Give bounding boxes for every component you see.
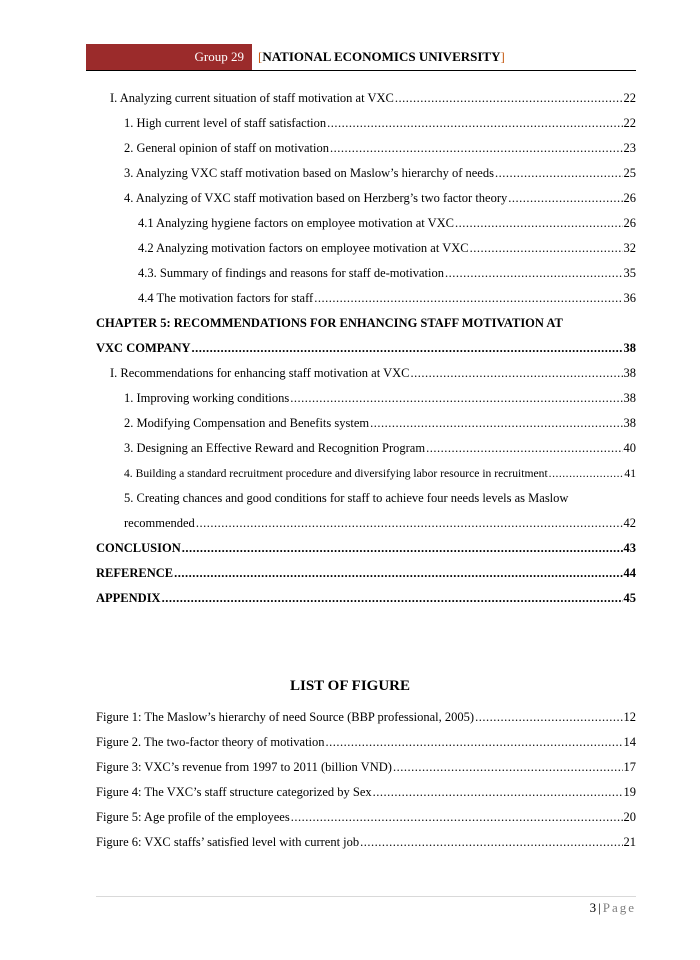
toc-entry-line1[interactable]: 5. Creating chances and good conditions for staff to achieve four needs levels as Maslow bbox=[124, 491, 569, 505]
header-university bbox=[258, 44, 505, 70]
toc-entry[interactable]: I. Analyzing current situation of staff motivation at VXC ..... 22 bbox=[110, 86, 636, 111]
footer-separator: | bbox=[598, 900, 601, 915]
toc-appendix[interactable]: APPENDIX ..... 45 bbox=[96, 586, 636, 611]
header-group-label bbox=[86, 44, 252, 70]
header-rule bbox=[86, 70, 636, 71]
toc-entry[interactable]: 2. Modifying Compensation and Benefits system ..... 38 bbox=[124, 411, 636, 436]
toc-chapter-heading[interactable]: VXC COMPANY ..... 38 bbox=[96, 336, 636, 361]
toc-entry[interactable]: 1. High current level of staff satisfaction ..... 22 bbox=[124, 111, 636, 136]
footer-rule bbox=[96, 896, 636, 897]
toc-entry[interactable]: 2. General opinion of staff on motivation ..... 23 bbox=[124, 136, 636, 161]
list-of-figures-title: LIST OF FIGURE bbox=[289, 678, 411, 694]
page-footer bbox=[590, 900, 636, 916]
bracket-open: [ bbox=[258, 49, 263, 64]
toc-entry[interactable]: 4.2 Analyzing motivation factors on employee motivation at VXC ..... 32 bbox=[138, 236, 636, 261]
figure-entry[interactable]: Figure 4: The VXC’s staff structure categorized by Sex ..... 19 bbox=[96, 780, 636, 805]
toc-entry[interactable]: 3. Designing an Effective Reward and Recognition Program ..... 40 bbox=[124, 436, 636, 461]
toc-entry[interactable]: 4. Building a standard recruitment procedure and diversifying labor resource in recruitment ..... 41 bbox=[124, 461, 636, 486]
group-label: Group 29 bbox=[194, 49, 244, 64]
toc-entry[interactable]: 4.3. Summary of findings and reasons for staff de-motivation ..... 35 bbox=[138, 261, 636, 286]
toc-entry[interactable]: 4.1 Analyzing hygiene factors on employee motivation at VXC ..... 26 bbox=[138, 211, 636, 236]
figure-entry[interactable]: Figure 6: VXC staffs’ satisfied level with current job ..... 21 bbox=[96, 830, 636, 855]
toc-conclusion[interactable]: CONCLUSION ..... 43 bbox=[96, 536, 636, 561]
page-word: Page bbox=[602, 900, 636, 915]
figure-entry[interactable]: Figure 5: Age profile of the employees ..... 20 bbox=[96, 805, 636, 830]
bracket-close: ] bbox=[500, 49, 505, 64]
toc-entry[interactable]: I. Recommendations for enhancing staff motivation at VXC ..... 38 bbox=[110, 361, 636, 386]
university-name: NATIONAL ECONOMICS UNIVERSITY bbox=[262, 49, 501, 64]
toc-chapter-heading-line1[interactable]: CHAPTER 5: RECOMMENDATIONS FOR ENHANCING STAFF MOTIVATION AT bbox=[96, 316, 563, 330]
figure-entry[interactable]: Figure 1: The Maslow’s hierarchy of need Source (BBP professional, 2005) ..... 12 bbox=[96, 705, 636, 730]
figure-entry[interactable]: Figure 2. The two-factor theory of motivation ..... 14 bbox=[96, 730, 636, 755]
toc-entry[interactable]: 1. Improving working conditions ..... 38 bbox=[124, 386, 636, 411]
toc-entry[interactable]: 4. Analyzing of VXC staff motivation based on Herzberg’s two factor theory ..... 26 bbox=[124, 186, 636, 211]
toc-reference[interactable]: REFERENCE ..... 44 bbox=[96, 561, 636, 586]
toc-entry[interactable]: 4.4 The motivation factors for staff ..... 36 bbox=[138, 286, 636, 311]
figure-entry[interactable]: Figure 3: VXC’s revenue from 1997 to 2011 (billion VND) ..... 17 bbox=[96, 755, 636, 780]
page-number: 3 bbox=[589, 900, 597, 915]
toc-entry[interactable]: recommended ..... 42 bbox=[124, 511, 636, 536]
toc-entry[interactable]: 3. Analyzing VXC staff motivation based on Maslow’s hierarchy of needs ..... 25 bbox=[124, 161, 636, 186]
